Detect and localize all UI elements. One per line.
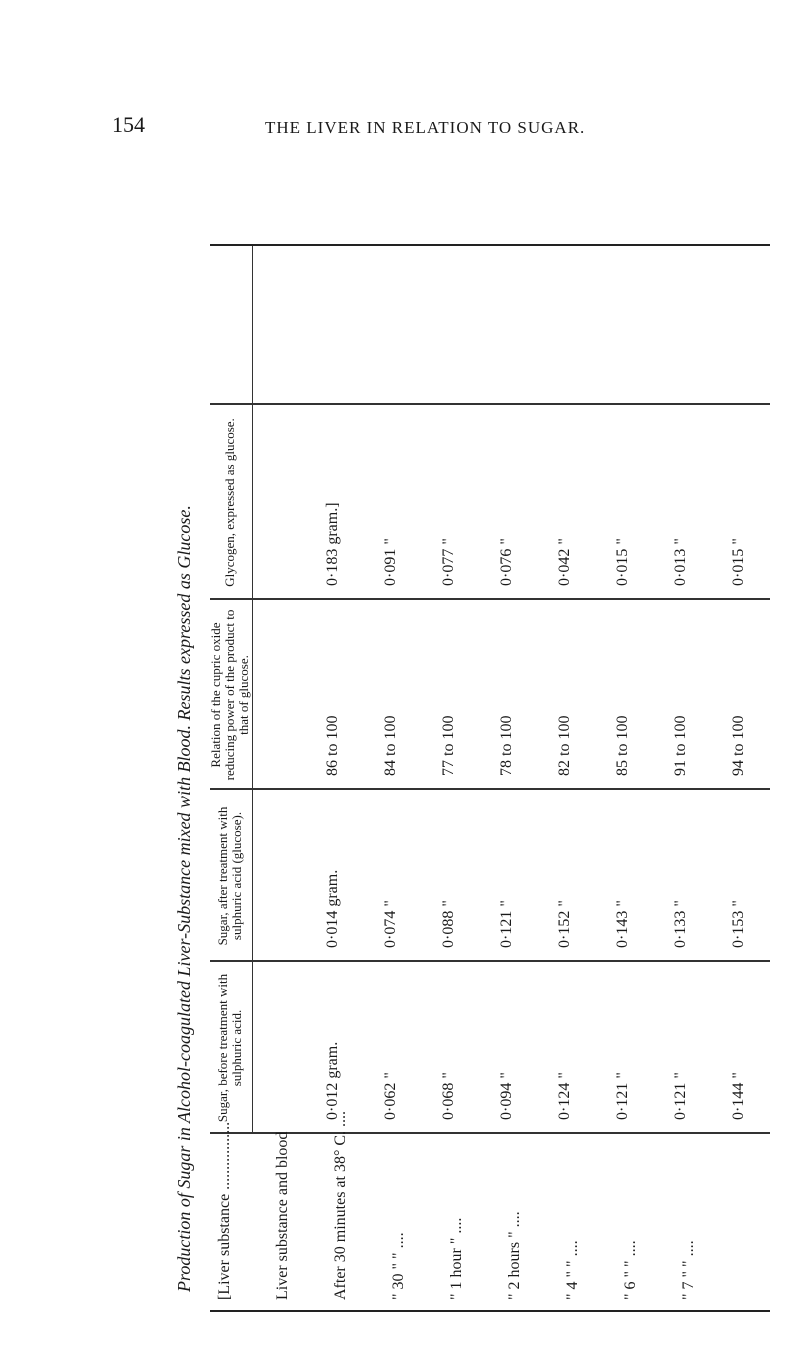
table-cell: 0·143 "	[614, 900, 631, 948]
column-divider	[210, 1132, 770, 1134]
table-cell: 82 to 100	[556, 715, 573, 776]
column-header: Sugar, after treatment with sulphuric acid (glucose).	[214, 806, 244, 946]
condition-label: " 6 " " ....	[622, 1240, 639, 1300]
table-cell: 0·015 "	[730, 538, 747, 586]
table-cell: 0·074 "	[382, 900, 399, 948]
table-cell: 78 to 100	[498, 715, 515, 776]
table-cell: 85 to 100	[614, 715, 631, 776]
column-divider	[210, 598, 770, 600]
running-head: THE LIVER IN RELATION TO SUGAR.	[265, 118, 586, 137]
table-cell: 0·144 "	[730, 1072, 747, 1120]
table-cell: 0·121 "	[672, 1072, 689, 1120]
table-cell: 0·014 gram.	[324, 869, 341, 948]
table-cell: 0·013 "	[672, 538, 689, 586]
table-cell: 0·015 "	[614, 538, 631, 586]
table-cell: 0·091 "	[382, 538, 399, 586]
column-divider	[210, 403, 770, 405]
condition-label: After 30 minutes at 38° C. ....	[332, 1110, 349, 1300]
table-cell: 0·062 "	[382, 1072, 399, 1120]
condition-label: " 30 " " ....	[390, 1232, 407, 1300]
table-cell: 0·077 "	[440, 538, 457, 586]
column-header: Sugar, before treatment with sulphuric acid.	[214, 973, 244, 1123]
column-divider	[210, 960, 770, 962]
table-cell: 0·124 "	[556, 1072, 573, 1120]
condition-label: " 4 " " ....	[564, 1240, 581, 1300]
header-rule	[252, 246, 253, 1134]
column-header: Relation of the cupric oxide reducing power of the product to that of glucose.	[207, 609, 252, 781]
column-header: Glycogen, expressed as glucose.	[221, 418, 237, 587]
table-cell: 0·088 "	[440, 900, 457, 948]
table-cell: 0·183 gram.]	[324, 502, 341, 586]
column-divider	[210, 788, 770, 790]
table-cell: 0·153 "	[730, 900, 747, 948]
table-cell: 0·042 "	[556, 538, 573, 586]
table-cell: 94 to 100	[730, 715, 747, 776]
table-cell: 86 to 100	[324, 715, 341, 776]
condition-label: [Liver substance .................	[216, 1121, 233, 1300]
table-cell: 77 to 100	[440, 715, 457, 776]
page-number: 154	[112, 112, 145, 137]
table-cell: 91 to 100	[672, 715, 689, 776]
table-cell: 0·068 "	[440, 1072, 457, 1120]
table-cell: 0·121 "	[498, 900, 515, 948]
table-cell: 0·076 "	[498, 538, 515, 586]
table-caption: Production of Sugar in Alcohol-coagulated Liver-Substance mixed with Blood. Results expressed as Glucose.	[174, 505, 194, 1292]
rotated-table-stage	[170, 242, 780, 1312]
condition-label: Liver substance and blood	[274, 1131, 291, 1300]
table-cell: 0·133 "	[672, 900, 689, 948]
table-cell: 84 to 100	[382, 715, 399, 776]
table-cell: 0·094 "	[498, 1072, 515, 1120]
condition-label: " 7 " " ....	[680, 1240, 697, 1300]
condition-label: " 1 hour " ....	[448, 1217, 465, 1300]
condition-label: " 2 hours " ....	[506, 1211, 523, 1300]
table-cell: 0·121 "	[614, 1072, 631, 1120]
table-frame	[207, 244, 770, 1312]
table-cell: 0·152 "	[556, 900, 573, 948]
table-cell: 0·012 gram.	[324, 1041, 341, 1120]
